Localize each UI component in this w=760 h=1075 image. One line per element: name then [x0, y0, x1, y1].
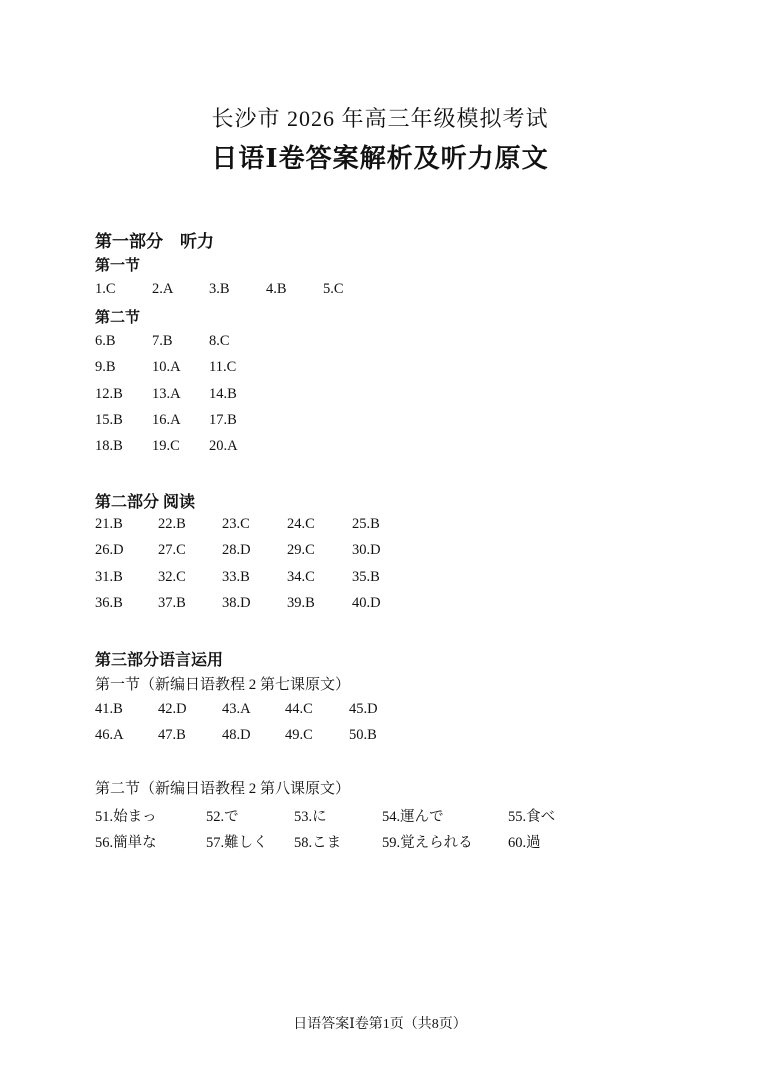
answer-item: 6.B — [95, 333, 116, 349]
answer-item: 27.C — [158, 542, 186, 559]
part1-heading: 第一部分 听力 — [95, 232, 214, 251]
answer-item: 3.B — [209, 281, 230, 297]
answer-item: 59.覚えられる — [382, 835, 473, 852]
answer-item: 54.運んで — [382, 809, 444, 825]
answer-item: 25.B — [352, 516, 380, 532]
answer-item: 36.B — [95, 594, 123, 611]
answer-item: 33.B — [222, 568, 250, 585]
answer-item: 24.C — [287, 516, 315, 532]
answer-item: 8.C — [209, 333, 230, 349]
answer-item: 41.B — [95, 701, 123, 717]
answer-item: 17.B — [209, 411, 237, 428]
answer-item: 52.で — [206, 809, 239, 825]
answer-item: 38.D — [222, 594, 251, 611]
answer-item: 14.B — [209, 385, 237, 402]
answer-item: 16.A — [152, 411, 181, 428]
answer-item: 2.A — [152, 281, 174, 297]
part1-section2-label: 第二节 — [95, 310, 141, 326]
answer-item: 15.B — [95, 411, 123, 428]
part3-section2-label: 第二节（新编日语教程 2 第八课原文） — [95, 781, 351, 797]
answer-item: 20.A — [209, 438, 238, 455]
exam-title: 长沙市 2026 年高三年级模拟考试 — [211, 106, 549, 131]
answer-item: 26.D — [95, 542, 124, 559]
answer-item: 56.簡単な — [95, 835, 157, 852]
answer-item: 1.C — [95, 281, 116, 297]
answer-item: 44.C — [285, 701, 313, 717]
answer-item: 13.A — [152, 385, 181, 402]
answer-item: 4.B — [266, 281, 287, 297]
answer-item: 43.A — [222, 701, 251, 717]
answer-item: 58.こま — [294, 835, 342, 852]
part3-heading: 第三部分语言运用 — [95, 652, 224, 669]
answer-item: 40.D — [352, 594, 381, 611]
answer-item: 53.に — [294, 809, 327, 825]
answer-item: 32.C — [158, 568, 186, 585]
answer-item: 19.C — [152, 438, 180, 455]
answer-item: 57.難しく — [206, 835, 268, 852]
answer-item: 9.B — [95, 359, 116, 376]
answer-item: 39.B — [287, 594, 315, 611]
answer-item: 10.A — [152, 359, 181, 376]
answer-item: 55.食べ — [508, 809, 556, 825]
page-footer: 日语答案Ⅰ卷第1页（共8页） — [293, 1017, 467, 1032]
answer-item: 51.始まっ — [95, 809, 157, 825]
answer-item: 12.B — [95, 385, 123, 402]
answer-item: 29.C — [287, 542, 315, 559]
answer-item: 49.C — [285, 727, 313, 744]
part3-section1-label: 第一节（新编日语教程 2 第七课原文） — [95, 677, 351, 693]
document-subtitle: 日语Ⅰ卷答案解析及听力原文 — [211, 144, 549, 173]
answer-item: 35.B — [352, 568, 380, 585]
answer-item: 50.B — [349, 727, 377, 744]
answer-item: 46.A — [95, 727, 124, 744]
answer-item: 47.B — [158, 727, 186, 744]
answer-item: 7.B — [152, 333, 173, 349]
answer-item: 48.D — [222, 727, 251, 744]
answer-item: 18.B — [95, 438, 123, 455]
part2-heading: 第二部分 阅读 — [95, 494, 196, 511]
answer-item: 30.D — [352, 542, 381, 559]
answer-item: 31.B — [95, 568, 123, 585]
answer-item: 37.B — [158, 594, 186, 611]
answer-item: 5.C — [323, 281, 344, 297]
answer-item: 34.C — [287, 568, 315, 585]
part1-section1-label: 第一节 — [95, 258, 141, 274]
answer-item: 22.B — [158, 516, 186, 532]
answer-item: 60.過 — [508, 835, 541, 852]
answer-item: 11.C — [209, 359, 237, 376]
answer-item: 28.D — [222, 542, 251, 559]
answer-item: 23.C — [222, 516, 250, 532]
answer-item: 45.D — [349, 701, 378, 717]
answer-item: 42.D — [158, 701, 187, 717]
answer-item: 21.B — [95, 516, 123, 532]
